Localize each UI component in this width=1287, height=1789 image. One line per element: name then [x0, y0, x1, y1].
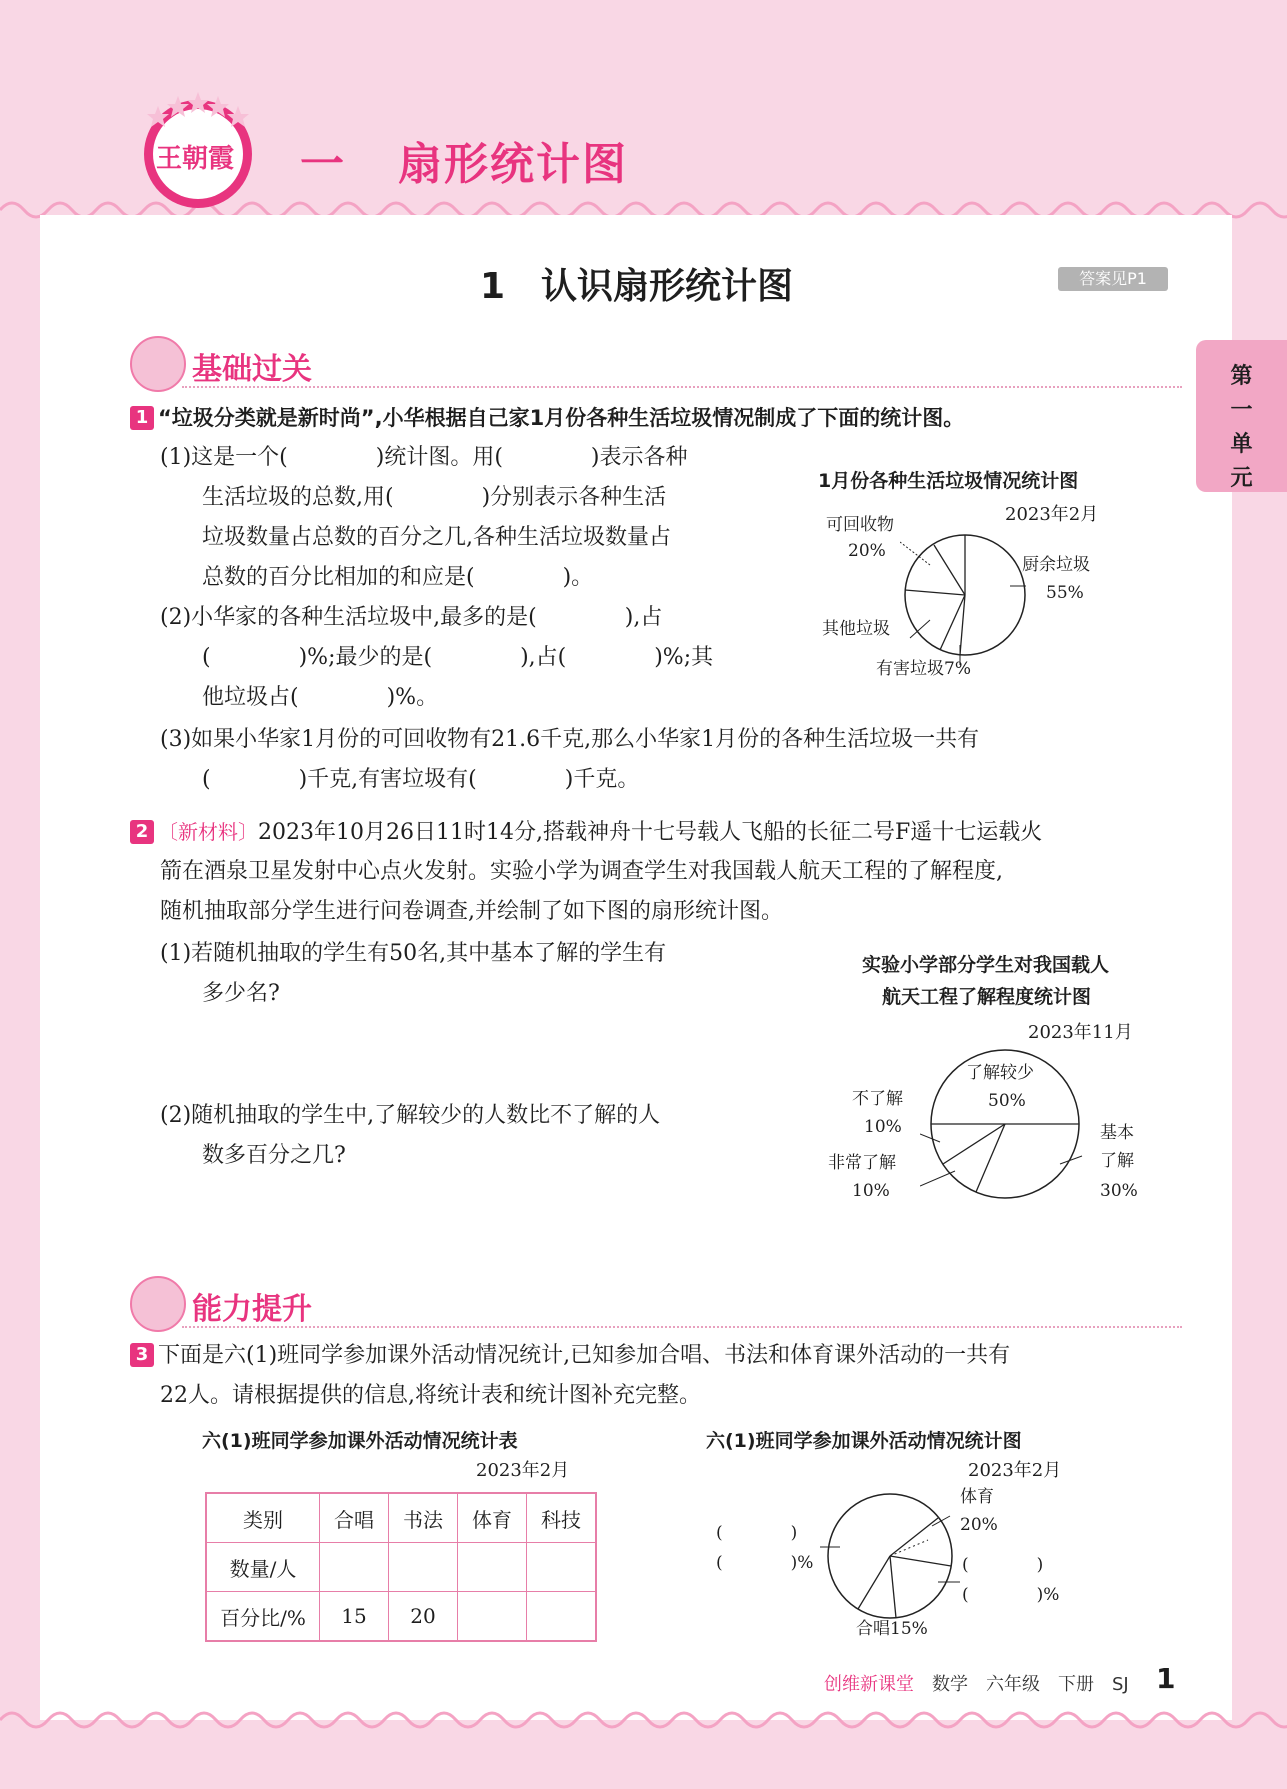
answer-reference: 答案见P1 — [1058, 267, 1168, 291]
q1-part2-line1: (2)小华家的各种生活垃圾中,最多的是( ),占 — [160, 605, 663, 630]
new-material-tag: 〔新材料〕 — [158, 820, 258, 844]
q3-pie-chart — [820, 1482, 970, 1632]
table-cell[interactable] — [389, 1543, 458, 1592]
q1-part2-line3: 他垃圾占( )%。 — [202, 685, 439, 710]
q1-part2-line2: ( )%;最少的是( ),占( )%;其 — [202, 645, 714, 670]
q3-stem-text: 下面是六(1)班同学参加课外活动情况统计,已知参加合唱、书法和体育课外活动的一共有 — [158, 1343, 1011, 1368]
q1-part1-line3: 垃圾数量占总数的百分之几,各种生活垃圾数量占 — [202, 525, 671, 550]
question-number: 2 — [130, 820, 154, 844]
q2-part1-line2: 多少名? — [202, 981, 280, 1006]
side-tab-label: 第一单元 — [1230, 364, 1253, 491]
q1-part3-line2: ( )千克,有害垃圾有( )千克。 — [202, 767, 640, 792]
q3-label-choir: 合唱15% — [856, 1619, 928, 1639]
logo — [138, 92, 258, 212]
table-cell: 百分比/% — [206, 1592, 320, 1642]
table-cell[interactable] — [320, 1543, 389, 1592]
table-header-cell: 科技 — [527, 1493, 597, 1543]
q3-label-sports: 体育 — [960, 1487, 994, 1507]
q1-label-recyclable: 可回收物 — [826, 515, 894, 535]
q2-label-none: 不了解 — [852, 1089, 903, 1109]
q1-chart-title: 1月份各种生活垃圾情况统计图 — [818, 470, 1079, 492]
mascot-icon — [130, 1276, 186, 1332]
q2-chart-title-line1: 实验小学部分学生对我国载人 — [862, 954, 1110, 976]
q2-chart-title-line2: 航天工程了解程度统计图 — [882, 986, 1092, 1008]
q1-stem — [130, 398, 964, 438]
q2-stem-line1 — [130, 812, 1042, 853]
q2-label-very-pct: 10% — [852, 1181, 890, 1201]
q3-label-sports-pct: 20% — [960, 1515, 998, 1535]
q3-chart-date: 2023年2月 — [968, 1460, 1062, 1481]
table-header-cell: 体育 — [458, 1493, 527, 1543]
q2-part2-line2: 数多百分之几? — [202, 1143, 346, 1168]
q1-part1-line2: 生活垃圾的总数,用( )分别表示各种生活 — [202, 485, 667, 510]
dotted-divider — [182, 1326, 1182, 1328]
q2-label-basic1: 基本 — [1100, 1123, 1134, 1143]
side-tab-unit — [1196, 340, 1287, 492]
q2-stem-line3: 随机抽取部分学生进行问卷调查,并绘制了如下图的扇形统计图。 — [160, 899, 783, 924]
mascot-icon — [130, 336, 186, 392]
footer-brand: 创维新课堂 — [824, 1674, 914, 1695]
q1-label-kitchen-pct: 55% — [1046, 583, 1084, 603]
page-number: 1 — [1156, 1662, 1176, 1695]
question-number: 3 — [130, 1343, 154, 1367]
q3-blank-pct-left[interactable]: ( )% — [716, 1553, 814, 1573]
q2-label-little: 了解较少 — [966, 1063, 1034, 1083]
q3-blank-name-left[interactable]: ( ) — [716, 1523, 798, 1543]
q1-label-hazardous: 有害垃圾7% — [876, 659, 971, 679]
table-header-row — [206, 1493, 596, 1543]
table-header-cell: 书法 — [389, 1493, 458, 1543]
unit-title-text: 扇形统计图 — [398, 139, 628, 190]
q1-pie-chart — [900, 530, 1040, 670]
q1-part1-line4: 总数的百分比相加的和应是( )。 — [202, 565, 594, 590]
question-number: 1 — [130, 406, 154, 430]
q2-label-little-pct: 50% — [988, 1091, 1026, 1111]
q3-stats-table — [205, 1492, 597, 1642]
q3-table-title: 六(1)班同学参加课外活动情况统计表 — [202, 1430, 518, 1452]
logo-text: 王朝霞 — [156, 144, 235, 174]
unit-title — [300, 128, 628, 192]
section-advanced — [130, 1276, 1180, 1328]
table-cell[interactable] — [527, 1543, 597, 1592]
q3-blank-name-right[interactable]: ( ) — [962, 1555, 1044, 1575]
table-cell[interactable] — [527, 1592, 597, 1642]
section-title: 能力提升 — [192, 1292, 312, 1327]
table-header-cell: 类别 — [206, 1493, 320, 1543]
q2-stem-line2: 箭在酒泉卫星发射中心点火发射。实验小学为调查学生对我国载人航天工程的了解程度, — [160, 859, 1003, 884]
section-basic — [130, 336, 1180, 388]
table-cell: 数量/人 — [206, 1543, 320, 1592]
table-row — [206, 1543, 596, 1592]
q2-label-basic-pct: 30% — [1100, 1181, 1138, 1201]
table-cell: 20 — [389, 1592, 458, 1642]
pie-leader — [920, 1171, 955, 1186]
footer-info: 数学 六年级 下册 SJ — [932, 1674, 1129, 1695]
q2-part2-line1: (2)随机抽取的学生中,了解较少的人数比不了解的人 — [160, 1103, 661, 1128]
q1-label-recyclable-pct: 20% — [848, 541, 886, 561]
q2-stem-text: 2023年10月26日11时14分,搭载神舟十七号载人飞船的长征二号F遥十七运载火 — [258, 820, 1043, 845]
q2-part1-line1: (1)若随机抽取的学生有50名,其中基本了解的学生有 — [160, 941, 667, 966]
q3-table-date: 2023年2月 — [476, 1460, 570, 1481]
table-row — [206, 1592, 596, 1642]
dotted-divider — [182, 386, 1182, 388]
q2-label-basic2: 了解 — [1100, 1151, 1134, 1171]
table-header-cell: 合唱 — [320, 1493, 389, 1543]
q1-label-other: 其他垃圾 — [822, 619, 890, 639]
table-cell[interactable] — [458, 1543, 527, 1592]
q1-part3-line1: (3)如果小华家1月份的可回收物有21.6千克,那么小华家1月份的各种生活垃圾一共有 — [160, 727, 980, 752]
table-cell: 15 — [320, 1592, 389, 1642]
q2-chart-date: 2023年11月 — [1028, 1022, 1133, 1043]
table-cell[interactable] — [458, 1592, 527, 1642]
q3-blank-pct-right[interactable]: ( )% — [962, 1585, 1060, 1605]
q3-stem-line2: 22人。请根据提供的信息,将统计表和统计图补充完整。 — [160, 1383, 701, 1408]
lesson-title: 1 认识扇形统计图 — [480, 266, 794, 307]
q1-stem-text: “垃圾分类就是新时尚”,小华根据自己家1月份各种生活垃圾情况制成了下面的统计图。 — [158, 406, 965, 430]
q2-label-none-pct: 10% — [864, 1117, 902, 1137]
unit-number: 一 — [300, 139, 346, 190]
section-title: 基础过关 — [192, 352, 312, 387]
wavy-border-bottom — [0, 1700, 1287, 1740]
q1-chart-date: 2023年2月 — [1005, 504, 1099, 525]
q3-chart-title: 六(1)班同学参加课外活动情况统计图 — [706, 1430, 1022, 1452]
q1-part1-line1: (1)这是一个( )统计图。用( )表示各种 — [160, 445, 688, 470]
q1-label-kitchen: 厨余垃圾 — [1022, 555, 1090, 575]
q3-stem-line1 — [130, 1336, 1010, 1376]
q2-label-very: 非常了解 — [828, 1153, 896, 1173]
